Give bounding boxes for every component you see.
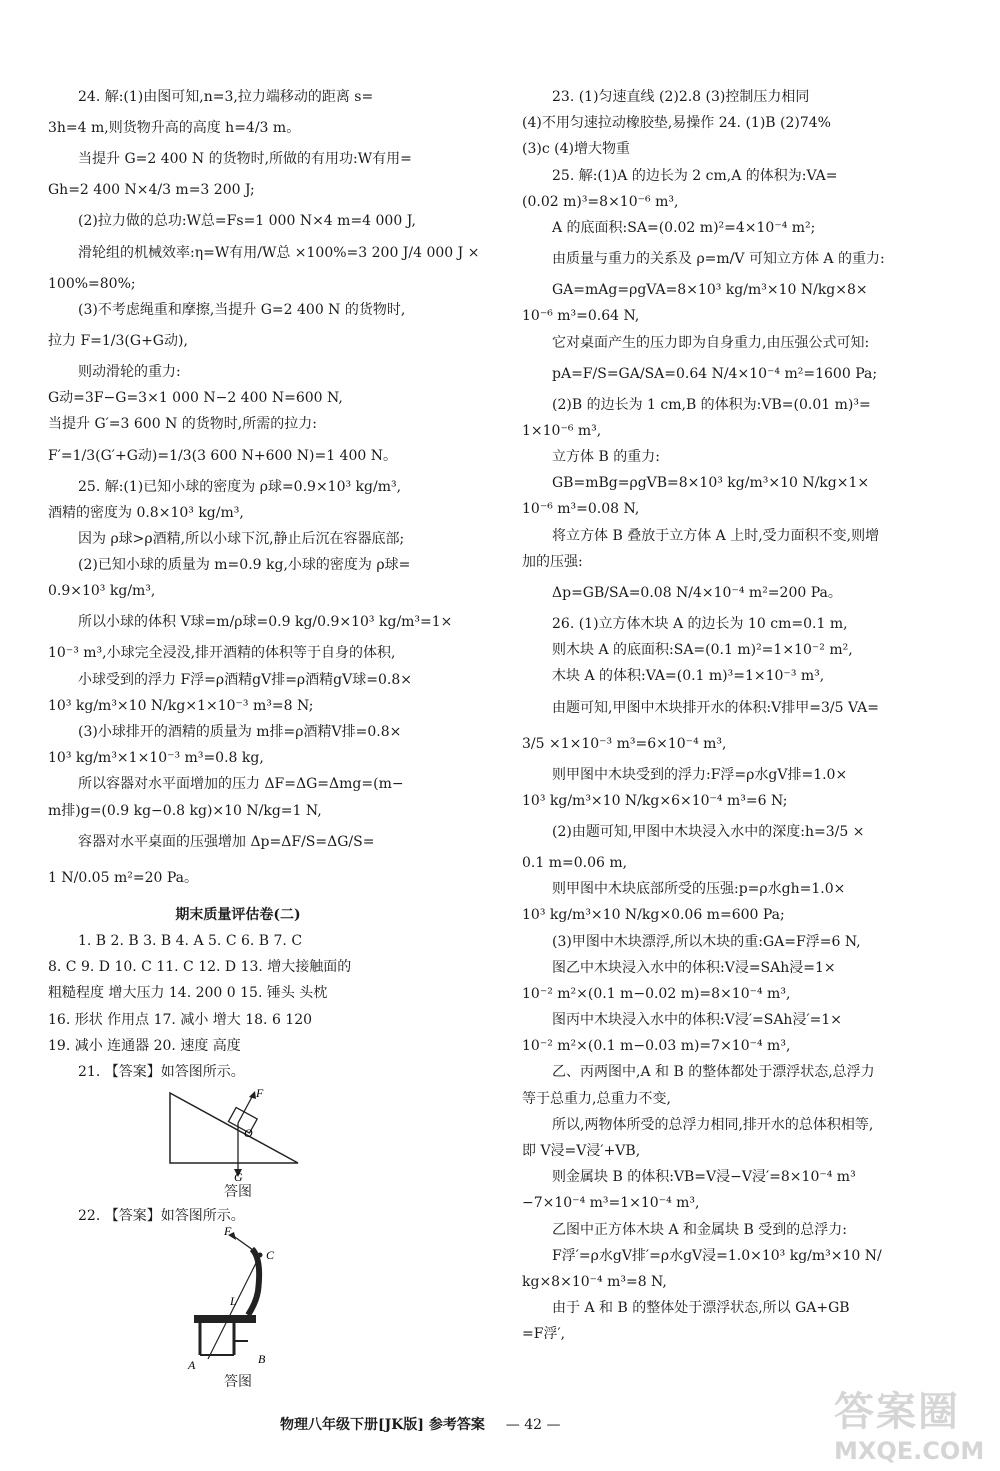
label-L: L (230, 1294, 237, 1309)
text-line: pA=F/S=GA/SA=0.64 N/4×10⁻⁴ m²=1600 Pa; (552, 365, 878, 382)
figure-caption: 答图 (224, 1374, 252, 1391)
figure-caption: 答图 (224, 1184, 252, 1201)
figure-incline (48, 1085, 428, 1203)
text-line: F浮′=ρ水gV排′=ρ水gV浸=1.0×10³ kg/m³×10 N/ (552, 1247, 882, 1264)
label-F: F (224, 1224, 232, 1239)
text-line: Δp=GB/SA=0.08 N/4×10⁻⁴ m²=200 Pa。 (552, 585, 842, 601)
text-line: (3)c (4)增大物重 (522, 141, 630, 158)
answer-line: 粗糙程度 增大压力 14. 200 0 15. 锤头 头枕 (48, 985, 328, 1002)
text-line: 10³ kg/m³×10 N/kg×6×10⁻⁴ m³=6 N; (522, 792, 788, 809)
text-line: (0.02 m)³=8×10⁻⁶ m³, (522, 193, 679, 210)
text-line: 则动滑轮的重力: (78, 363, 181, 380)
label-G: G (234, 1170, 243, 1185)
text-line: 木块 A 的体积:VA=(0.1 m)³=1×10⁻³ m³, (552, 668, 825, 685)
footer-title: 物理八年级下册[JK版] 参考答案 (280, 1417, 485, 1433)
text-line: kg×8×10⁻⁴ m³=8 N, (522, 1273, 667, 1290)
text-line: 酒精的密度为 0.8×10³ kg/m³, (48, 504, 244, 521)
text-line: 10⁻⁶ m³=0.64 N, (522, 308, 640, 325)
text-line: 10³ kg/m³×1×10⁻³ m³=0.8 kg, (48, 750, 264, 767)
text-line: 将立方体 B 叠放于立方体 A 上时,受力面积不变,则增 (552, 527, 880, 544)
text-line: 10⁻³ m³,小球完全浸没,排开酒精的体积等于自身的体积, (48, 645, 396, 662)
text-line: 小球受到的浮力 F浮=ρ酒精gV排=ρ酒精gV球=0.8× (78, 671, 412, 688)
text-line: Gh=2 400 N×4/3 m=3 200 J; (48, 182, 255, 199)
text-line: 当提升 G′=3 600 N 的货物时,所需的拉力: (48, 416, 317, 433)
text-line: GB=mBg=ρgVB=8×10³ kg/m³×10 N/kg×1× (552, 475, 870, 492)
page-number: — 42 — (505, 1417, 561, 1433)
text-line: G动=3F−G=3×1 000 N−2 400 N=600 N, (48, 390, 343, 407)
text-line: 则甲图中木块底部所受的压强:p=ρ水gh=1.0× (552, 881, 846, 898)
text-line: 由题可知,甲图中木块排开水的体积:V排甲=3/5 VA= (552, 699, 879, 716)
text-line: F′=1/3(G′+G动)=1/3(3 600 N+600 N)=1 400 N。 (48, 447, 397, 464)
text-line: 1×10⁻⁶ m³, (522, 422, 602, 439)
text-line: 0.1 m=0.06 m, (522, 854, 628, 871)
watermark-url: MXQE.COM (834, 1437, 985, 1465)
text-line: 乙、丙两图中,A 和 B 的整体都处于漂浮状态,总浮力 (552, 1064, 875, 1081)
text-line: (2)B 的边长为 1 cm,B 的体积为:VB=(0.01 m)³= (552, 396, 871, 413)
label-C: C (266, 1248, 275, 1263)
text-line: 25. 解:(1)已知小球的密度为 ρ球=0.9×10³ kg/m³, (78, 478, 402, 495)
text-line: 24. 解:(1)由图可知,n=3,拉力端移动的距离 s= (78, 89, 374, 105)
text-line: 10⁻² m²×(0.1 m−0.03 m)=7×10⁻⁴ m³, (522, 1038, 791, 1055)
text-line: 10³ kg/m³×10 N/kg×0.06 m=600 Pa; (522, 907, 785, 924)
text-line: 3h=4 m,则货物升高的高度 h=4/3 m。 (48, 120, 301, 137)
left-column (48, 84, 480, 1394)
label-F: F (256, 1086, 264, 1101)
text-line: 所以容器对水平面增加的压力 ΔF=ΔG=Δmg=(m− (78, 776, 404, 793)
question-21: 21. 【答案】如答图所示。 (78, 1063, 245, 1080)
section-title: 期末质量评估卷(二) (175, 906, 301, 923)
answer-line: 8. C 9. D 10. C 11. C 12. D 13. 增大接触面的 (48, 959, 352, 976)
text-line: 因为 ρ球>ρ酒精,所以小球下沉,静止后沉在容器底部; (78, 530, 405, 547)
text-line: 25. 解:(1)A 的边长为 2 cm,A 的体积为:VA= (552, 167, 838, 184)
text-line: 图丙中木块浸入水中的体积:V浸′=SAh浸′=1× (552, 1012, 843, 1029)
text-line: 3/5 ×1×10⁻³ m³=6×10⁻⁴ m³, (522, 735, 727, 752)
right-column (522, 84, 894, 1348)
text-line: m排)g=(0.9 kg−0.8 kg)×10 N/kg=1 N, (48, 802, 322, 819)
text-line: 图乙中木块浸入水中的体积:V浸=SAh浸=1× (552, 959, 836, 976)
text-line: 即 V浸=V浸′+VB, (522, 1143, 641, 1159)
question-22: 22. 【答案】如答图所示。 (78, 1208, 245, 1225)
text-line: 23. (1)匀速直线 (2)2.8 (3)控制压力相同 (552, 89, 810, 105)
text-line: (3)不考虑绳重和摩擦,当提升 G=2 400 N 的货物时, (78, 301, 406, 318)
answer-line: 1. B 2. B 3. B 4. A 5. C 6. B 7. C (78, 932, 303, 949)
text-line: 则金属块 B 的体积:VB=V浸−V浸′=8×10⁻⁴ m³ (552, 1169, 856, 1186)
text-line: 乙图中正方体木块 A 和金属块 B 受到的总浮力: (552, 1221, 847, 1238)
text-line: (3)小球排开的酒精的质量为 m排=ρ酒精V排=0.8× (78, 724, 402, 740)
text-line: (2)已知小球的质量为 m=0.9 kg,小球的密度为 ρ球= (78, 557, 411, 574)
text-line: 1 N/0.05 m²=20 Pa。 (48, 869, 198, 886)
text-line: (3)甲图中木块漂浮,所以木块的重:GA=F浮=6 N, (552, 933, 861, 950)
text-line: 容器对水平桌面的压强增加 Δp=ΔF/S=ΔG/S= (78, 833, 375, 850)
text-line: 则甲图中木块受到的浮力:F浮=ρ水gV排=1.0× (552, 766, 848, 783)
page-footer (280, 1414, 561, 1434)
text-line: 10⁻² m²×(0.1 m−0.02 m)=8×10⁻⁴ m³, (522, 985, 791, 1002)
answer-line: 19. 减小 连通器 20. 速度 高度 (48, 1037, 241, 1054)
text-line: −7×10⁻⁴ m³=1×10⁻⁴ m³, (522, 1195, 700, 1212)
text-line: 由于 A 和 B 的整体处于漂浮状态,所以 GA+GB (552, 1300, 850, 1317)
text-line: 立方体 B 的重力: (552, 449, 660, 466)
text-line: 则木块 A 的底面积:SA=(0.1 m)²=1×10⁻² m², (552, 642, 853, 659)
text-line: 26. (1)立方体木块 A 的边长为 10 cm=0.1 m, (552, 616, 848, 632)
text-line: (4)不用匀速拉动橡胶垫,易操作 24. (1)B (2)74% (522, 115, 831, 132)
text-line: (2)由题可知,甲图中木块浸入水中的深度:h=3/5 × (552, 823, 865, 840)
text-line: 所以小球的体积 V球=m/ρ球=0.9 kg/0.9×10³ kg/m³=1× (78, 614, 453, 631)
watermark-text: 答案圈 (834, 1389, 960, 1435)
answer-line: 16. 形状 作用点 17. 减小 增大 18. 6 120 (48, 1011, 313, 1028)
label-O: O (244, 1126, 253, 1141)
text-line: A 的底面积:SA=(0.02 m)²=4×10⁻⁴ m²; (552, 219, 816, 236)
figure-chair (48, 1224, 428, 1394)
text-line: 滑轮组的机械效率:η=W有用/W总 ×100%=3 200 J/4 000 J × (78, 244, 480, 261)
text-line: 当提升 G=2 400 N 的货物时,所做的有用功:W有用= (78, 151, 412, 168)
text-line: 10⁻⁶ m³=0.08 N, (522, 501, 640, 518)
text-line: =F浮′, (522, 1326, 566, 1343)
text-line: GA=mAg=ρgVA=8×10³ kg/m³×10 N/kg×8× (552, 282, 868, 299)
text-line: 所以,两物体所受的总浮力相同,排开水的总体积相等, (552, 1116, 874, 1133)
text-line: 它对桌面产生的压力即为自身重力,由压强公式可知: (552, 334, 870, 351)
chair-diagram (48, 1224, 428, 1373)
label-B: B (258, 1352, 266, 1367)
label-A: A (188, 1358, 196, 1373)
text-line: (2)拉力做的总功:W总=Fs=1 000 N×4 m=4 000 J, (78, 213, 416, 230)
text-line: 加的压强: (522, 553, 583, 570)
text-line: 等于总重力,总重力不变, (522, 1090, 671, 1107)
watermark-logo (834, 1380, 985, 1465)
text-line: 10³ kg/m³×10 N/kg×1×10⁻³ m³=8 N; (48, 697, 314, 714)
text-line: 100%=80%; (48, 275, 136, 292)
text-line: 0.9×10³ kg/m³, (48, 583, 156, 600)
text-line: 由质量与重力的关系及 ρ=m/V 可知立方体 A 的重力: (552, 251, 885, 268)
incline-diagram (48, 1085, 428, 1185)
text-line: 拉力 F=1/3(G+G动), (48, 332, 188, 349)
